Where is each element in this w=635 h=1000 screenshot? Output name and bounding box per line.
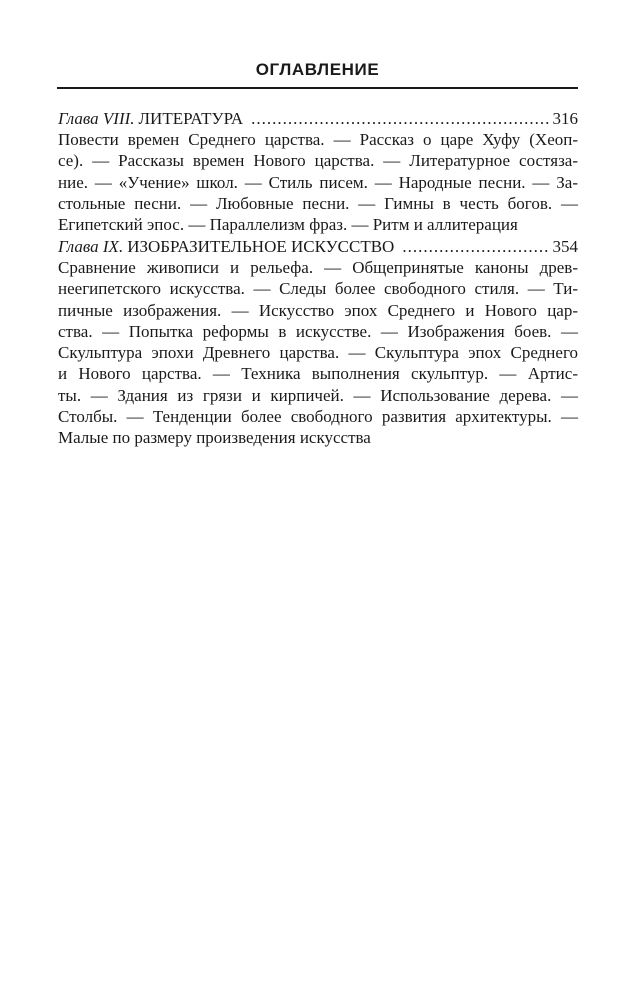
page-number: 316 [552,109,578,128]
summary-line: пичные изображения. — Искусство эпох Среднего и Нового цар- [58,300,578,320]
page-number: 354 [552,237,578,256]
summary-line: стольные песни. — Любовные песни. — Гимны в честь богов. — [58,193,578,213]
summary-line: и Нового царства. — Техника выполнения скульптур. — Артис- [58,364,578,384]
summary-line: ты. — Здания из грязи и кирпичей. — Использование дерева. — [58,385,578,405]
dot-leader [402,236,548,257]
summary-line: неегипетского искусства. — Следы более свободного стиля. — Ти- [58,279,578,299]
dot-leader [251,108,548,129]
chapter-title: ИЗОБРАЗИТЕЛЬНОЕ ИСКУССТВО [127,237,395,256]
toc-entry-chapter-8 [58,108,578,235]
chapter-title: ЛИТЕРАТУРА [138,109,244,128]
chapter-summary [58,129,578,235]
summary-line: се). — Рассказы времен Нового царства. — Литературное состяза- [58,151,578,171]
chapter-label: Глава IX. [58,237,124,256]
summary-line: Скульптура эпохи Древнего царства. — Скульптура эпох Среднего [58,343,578,363]
chapter-label: Глава VIII. [58,109,135,128]
summary-line: Малые по размеру произведения искусства [58,428,371,448]
summary-line: ние. — «Учение» школ. — Стиль писем. — Народные песни. — За- [58,172,578,192]
toc-entry-header [58,108,578,129]
summary-line: Сравнение живописи и рельефа. — Общепринятые каноны древ- [58,258,578,277]
toc-entry-header [58,236,578,257]
summary-line: Повести времен Среднего царства. — Рассказ о царе Хуфу (Хеоп- [58,130,578,149]
summary-line: Столбы. — Тенденции более свободного развития архитектуры. — [58,407,578,427]
heading-divider [57,87,578,89]
summary-line: Египетский эпос. — Параллелизм фраз. — Ритм и аллитерация [58,215,518,235]
chapter-summary [58,257,578,449]
toc-heading: ОГЛАВЛЕНИЕ [255,60,380,79]
summary-line: ства. — Попытка реформы в искусстве. — Изображения боев. — [58,321,578,341]
toc-entry-chapter-9 [58,236,578,449]
